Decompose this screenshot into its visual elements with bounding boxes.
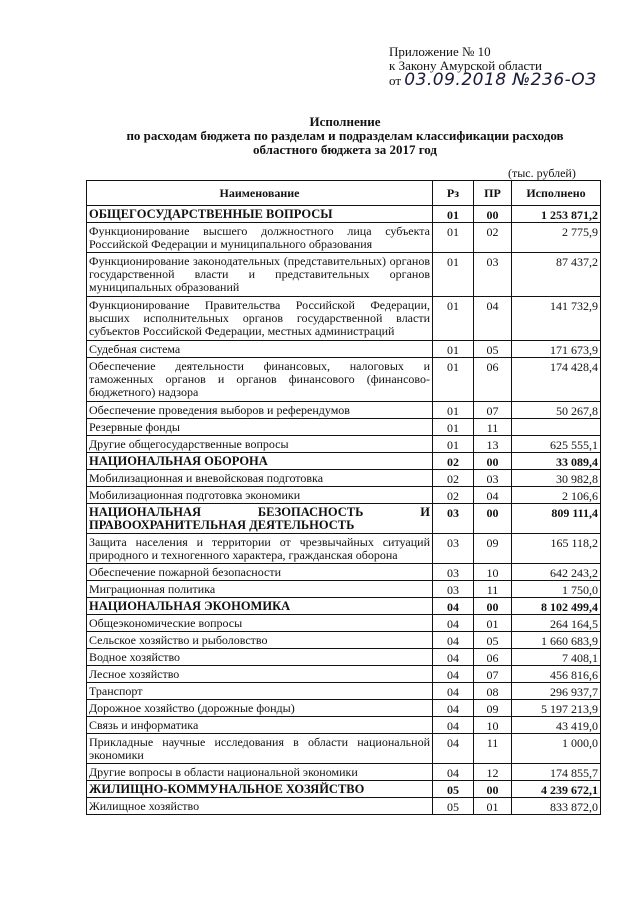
table-row [87,632,601,649]
table-row [87,764,601,781]
row-value: 1 253 871,2 [512,206,601,223]
section-row [87,598,601,615]
row-value: 625 555,1 [512,436,601,453]
document-header [389,45,597,88]
row-pr: 09 [474,534,512,564]
row-pr: 00 [474,453,512,470]
row-rz: 04 [433,764,474,781]
row-pr: 01 [474,615,512,632]
row-name: НАЦИОНАЛЬНАЯ ОБОРОНА [87,453,433,470]
row-name: Лесное хозяйство [87,666,433,683]
row-pr: 11 [474,734,512,764]
row-name: Резервные фонды [87,419,433,436]
row-value: 1 000,0 [512,734,601,764]
row-pr: 04 [474,297,512,341]
row-pr: 10 [474,717,512,734]
row-name: Функционирование законодательных (представительных) органов государственной власти и представительных органов муниципальных образований [87,253,433,297]
row-name: НАЦИОНАЛЬНАЯ ЭКОНОМИКА [87,598,433,615]
row-pr: 00 [474,598,512,615]
row-value: 43 419,0 [512,717,601,734]
handwritten-date-number: 03.09.2018 №236-ОЗ [404,70,597,90]
row-pr: 00 [474,781,512,798]
table-row [87,717,601,734]
row-value: 87 437,2 [512,253,601,297]
document-title [80,115,610,157]
row-name: Судебная система [87,341,433,358]
row-rz: 02 [433,487,474,504]
row-pr: 06 [474,649,512,666]
row-value: 7 408,1 [512,649,601,666]
row-value: 5 197 213,9 [512,700,601,717]
row-name: Обеспечение деятельности финансовых, налоговых и таможенных органов и органов финансового (финансово-бюджетного) надзора [87,358,433,402]
row-name: Водное хозяйство [87,649,433,666]
row-name: Транспорт [87,683,433,700]
row-value: 8 102 499,4 [512,598,601,615]
table-row [87,534,601,564]
row-pr: 00 [474,206,512,223]
row-value: 456 816,6 [512,666,601,683]
row-rz: 02 [433,453,474,470]
row-name: Функционирование Правительства Российской Федерации, высших исполнительных органов государственной власти субъектов Российской Федерации, местных администраций [87,297,433,341]
row-rz: 03 [433,564,474,581]
table-header-row [87,181,601,206]
row-rz: 04 [433,598,474,615]
row-value: 296 937,7 [512,683,601,700]
table-row [87,564,601,581]
row-rz: 04 [433,666,474,683]
row-rz: 03 [433,534,474,564]
row-pr: 03 [474,470,512,487]
row-value: 30 982,8 [512,470,601,487]
row-rz: 01 [433,341,474,358]
row-pr: 11 [474,581,512,598]
row-name: Функционирование высшего должностного лица субъекта Российской Федерации и муниципального образования [87,223,433,253]
row-value: 833 872,0 [512,798,601,815]
table-row [87,436,601,453]
row-value: 642 243,2 [512,564,601,581]
section-row [87,453,601,470]
row-value: 1 660 683,9 [512,632,601,649]
row-pr: 07 [474,402,512,419]
row-name: Сельское хозяйство и рыболовство [87,632,433,649]
appendix-number: Приложение № 10 [389,44,491,59]
row-rz: 05 [433,781,474,798]
row-name: НАЦИОНАЛЬНАЯ БЕЗОПАСНОСТЬ И ПРАВООХРАНИТЕЛЬНАЯ ДЕЯТЕЛЬНОСТЬ [87,504,433,534]
row-value: 264 164,5 [512,615,601,632]
table-row [87,615,601,632]
table-row [87,700,601,717]
row-value: 33 089,4 [512,453,601,470]
section-row [87,781,601,798]
header-value: Исполнено [512,181,601,206]
row-pr: 11 [474,419,512,436]
row-rz: 04 [433,615,474,632]
table-row [87,253,601,297]
row-value: 171 673,9 [512,341,601,358]
row-name: ЖИЛИЩНО-КОММУНАЛЬНОЕ ХОЗЯЙСТВО [87,781,433,798]
row-rz: 01 [433,297,474,341]
law-reference: к Закону Амурской области [389,58,542,73]
expenditure-table [86,180,601,815]
table-row [87,419,601,436]
row-value: 141 732,9 [512,297,601,341]
table-row [87,341,601,358]
row-name: Мобилизационная и вневойсковая подготовка [87,470,433,487]
header-pr: ПР [474,181,512,206]
row-name: Обеспечение пожарной безопасности [87,564,433,581]
row-name: Прикладные научные исследования в области национальной экономики [87,734,433,764]
date-prefix: от [389,73,402,88]
row-pr: 03 [474,253,512,297]
row-rz: 01 [433,206,474,223]
table-row [87,358,601,402]
row-pr: 05 [474,632,512,649]
header-rz: Рз [433,181,474,206]
row-name: Жилищное хозяйство [87,798,433,815]
row-pr: 01 [474,798,512,815]
row-name: Обеспечение проведения выборов и референдумов [87,402,433,419]
row-value: 4 239 672,1 [512,781,601,798]
section-row [87,504,601,534]
row-pr: 06 [474,358,512,402]
table-row [87,581,601,598]
header-name: Наименование [87,181,433,206]
row-name: ОБЩЕГОСУДАРСТВЕННЫЕ ВОПРОСЫ [87,206,433,223]
row-rz: 03 [433,581,474,598]
row-name: Другие общегосударственные вопросы [87,436,433,453]
title-line-3: областного бюджета за 2017 год [252,142,438,157]
row-value: 809 111,4 [512,504,601,534]
table-row [87,666,601,683]
row-value: 174 428,4 [512,358,601,402]
row-pr: 13 [474,436,512,453]
table-row [87,683,601,700]
row-pr: 09 [474,700,512,717]
row-value: 174 855,7 [512,764,601,781]
units-label: (тыс. рублей) [508,166,576,180]
row-name: Связь и информатика [87,717,433,734]
row-name: Общеэкономические вопросы [87,615,433,632]
table-row [87,798,601,815]
table-row [87,487,601,504]
table-row [87,297,601,341]
row-rz: 01 [433,253,474,297]
row-rz: 02 [433,470,474,487]
row-value: 2 106,6 [512,487,601,504]
row-pr: 02 [474,223,512,253]
row-rz: 04 [433,649,474,666]
row-name: Дорожное хозяйство (дорожные фонды) [87,700,433,717]
table-row [87,470,601,487]
row-value: 2 775,9 [512,223,601,253]
row-name: Защита населения и территории от чрезвычайных ситуаций природного и техногенного характера, гражданская оборона [87,534,433,564]
row-value: 1 750,0 [512,581,601,598]
row-rz: 04 [433,700,474,717]
row-value: 50 267,8 [512,402,601,419]
row-rz: 01 [433,402,474,419]
table-row [87,402,601,419]
table-body [87,206,601,815]
row-rz: 01 [433,358,474,402]
row-pr: 04 [474,487,512,504]
row-rz: 01 [433,223,474,253]
row-rz: 03 [433,504,474,534]
row-name: Другие вопросы в области национальной экономики [87,764,433,781]
row-rz: 04 [433,717,474,734]
row-pr: 05 [474,341,512,358]
row-rz: 01 [433,419,474,436]
row-pr: 12 [474,764,512,781]
row-rz: 04 [433,734,474,764]
row-name: Миграционная политика [87,581,433,598]
law-date-line [389,70,597,90]
section-row [87,206,601,223]
row-value [512,419,601,436]
row-rz: 01 [433,436,474,453]
table-row [87,223,601,253]
row-name: Мобилизационная подготовка экономики [87,487,433,504]
row-rz: 04 [433,632,474,649]
row-rz: 04 [433,683,474,700]
row-pr: 08 [474,683,512,700]
title-line-1: Исполнение [309,114,381,129]
table-row [87,734,601,764]
row-pr: 07 [474,666,512,683]
row-pr: 00 [474,504,512,534]
row-pr: 10 [474,564,512,581]
row-rz: 05 [433,798,474,815]
table-row [87,649,601,666]
row-value: 165 118,2 [512,534,601,564]
title-line-2: по расходам бюджета по разделам и подразделам классификации расходов [126,128,564,143]
